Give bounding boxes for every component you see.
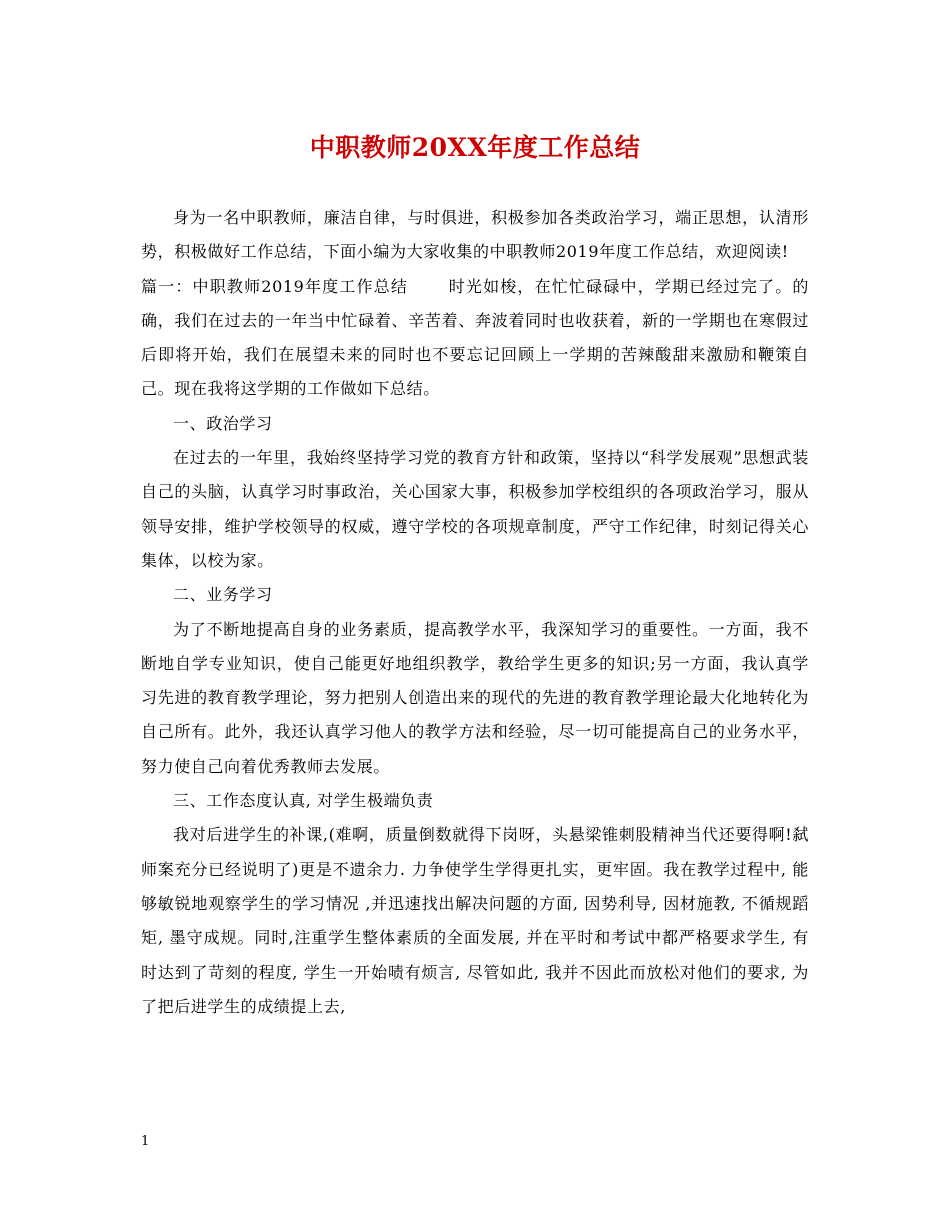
section-paragraph-attitude: 我对后进学生的补课,(难啊，质量倒数就得下岗呀，头悬梁锥刺股精神当代还要得啊!弑师案充分已经说明了)更是不遗余力. 力争使学生学得更扎实，更牢固。我在教学过程中, 能够敏锐地观察学生的学习情况 ,并迅速找出解决问题的方面, 因势利导, 因材施教, 不循规蹈矩, 墨守成规。同时,注重学生整体素质的全面发展, 并在平时和考试中都严格要求学生, 有时达到了苛刻的程度, 学生一开始啧有烦言, 尽管如此, 我并不因此而放松对他们的要求, 为了把后进学生的成绩提上去, <box>141 825 809 1016</box>
chapter-text: 时光如梭，在忙忙碌碌中，学期已经过完了。的确，我们在过去的一年当中忙碌着、辛苦着、奔波着同时也收获着，新的一学期也在寒假过后即将开始，我们在展望未来的同时也不要忘记回顾上一学期的苦辣酸甜来激励和鞭策自己。现在我将这学期的工作做如下总结。 <box>141 276 809 399</box>
section-heading-attitude: 三、工作态度认真, 对学生极端负责 <box>173 791 434 811</box>
document-body <box>141 201 809 1024</box>
page-number: 1 <box>141 1134 150 1149</box>
intro-paragraph: 身为一名中职教师，廉洁自律，与时俱进，积极参加各类政治学习，端正思想，认清形势，积极做好工作总结，下面小编为大家收集的中职教师2019年度工作总结，欢迎阅读! <box>141 208 809 262</box>
chapter-paragraph <box>141 270 809 407</box>
section-paragraph-business: 为了不断地提高自身的业务素质，提高教学水平，我深知学习的重要性。一方面，我不断地自学专业知识，使自己能更好地组织教学，教给学生更多的知识;另一方面，我认真学习先进的教育教学理论，努力把别人创造出来的现代的先进的教育教学理论最大化地转化为自己所有。此外，我还认真学习他人的教学方法和经验，尽一切可能提高自己的业务水平，努力使自己向着优秀教师去发展。 <box>141 619 809 776</box>
chapter-label: 篇一：中职教师2019年度工作总结 <box>141 276 409 296</box>
section-heading-business: 二、业务学习 <box>173 585 273 605</box>
section-paragraph-politics: 在过去的一年里，我始终坚持学习党的教育方针和政策，坚持以“科学发展观”思想武装自己的头脑，认真学习时事政治，关心国家大事，积极参加学校组织的各项政治学习，服从领导安排，维护学校领导的权威，遵守学校的各项规章制度，严守工作纪律，时刻记得关心集体，以校为家。 <box>141 448 809 570</box>
document-title: 中职教师20XX年度工作总结 <box>309 133 641 162</box>
section-heading-politics: 一、政治学习 <box>173 413 273 433</box>
